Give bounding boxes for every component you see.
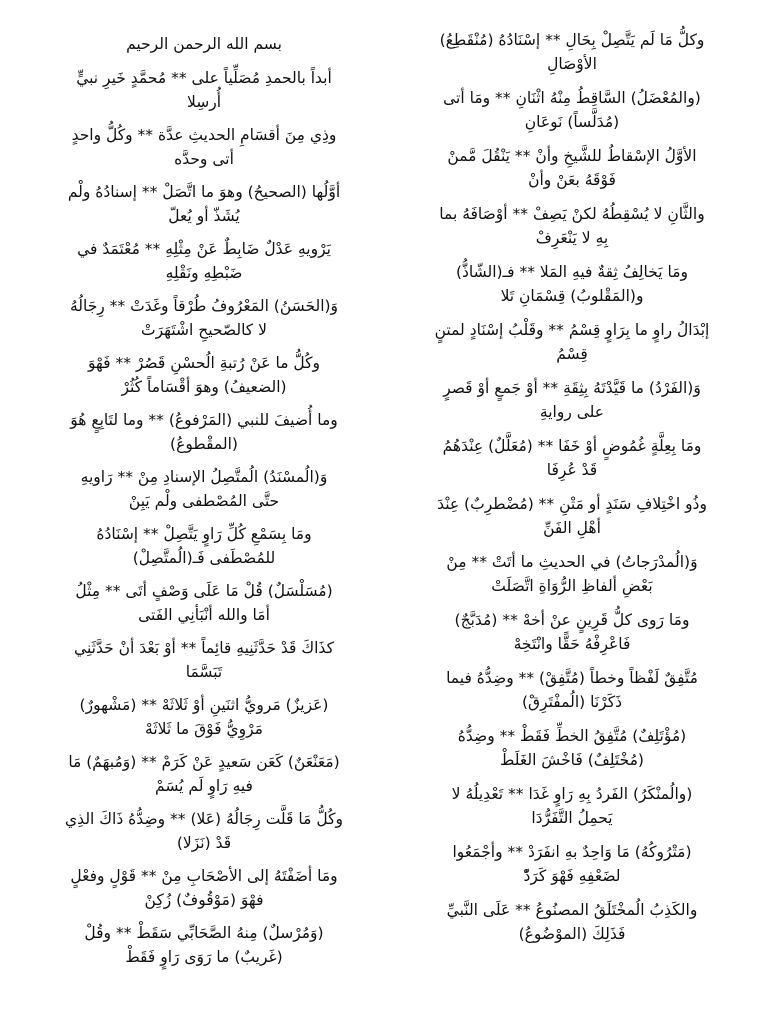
verse-line-first: ومَا رَوى كلُّ قَرِينٍ عنْ أخهْ ** (مُدَبَّجٌ) bbox=[454, 611, 690, 629]
left-column bbox=[36, 28, 372, 978]
verse bbox=[36, 693, 372, 741]
verse bbox=[404, 318, 740, 366]
verse-line-second: مَرْوِيُّ فَوْقَ ما ثَلاثَهْ bbox=[145, 720, 263, 738]
verse-line-second: للمُصْطَفى فَـ(الُمتَّصِلْ) bbox=[132, 549, 276, 567]
verse-line-second: أمَا والله أنْبَأنِي الفَتى bbox=[138, 606, 270, 624]
verse-line-first: ومَا أضَفْتَهُ إلى الأصْحَابِ مِنْ ** قَوْلٍ وفعْلٍ bbox=[70, 867, 338, 885]
verse-line-first: وما أُضيفَ للنبي (المَرْفوعُ) ** وما لتَابِعٍ هُوَ bbox=[70, 411, 338, 429]
verse-line-second: فيهِ رَاوٍ لَم يُسَمْ bbox=[155, 777, 253, 795]
verse bbox=[404, 550, 740, 598]
verse-line-second: أهْلِ الفَنِّ bbox=[543, 519, 601, 537]
verse-line-first: أوَّلُها (الصحيحُ) وهوَ ما اتَّصَلْ ** إسنادُهُ ولْم bbox=[67, 183, 341, 201]
verse-line-second: قَدْ (نَزَلا) bbox=[176, 834, 232, 852]
verse-line-second: ضَبْطِهِ ونَقْلِهِ bbox=[165, 264, 243, 282]
verse-line-first: (مُسَلْسَلٌ) قُلْ مَا عَلَى وَصْفٍ أتَى ** مِثْلُ bbox=[75, 582, 333, 600]
verse bbox=[404, 492, 740, 540]
verse-line-first: (مَعَنْعَنٌ) كَعَن سَعيدٍ عَنْ كَرَمْ ** (وَمُبهَمٌ) مَا bbox=[68, 753, 340, 771]
right-column bbox=[404, 28, 740, 956]
verse-line-first: وذُو اخْتِلافِ سَنَدٍ أو مَتْنِ ** (مُضْطرِبٌ) عِنْدَ bbox=[437, 495, 707, 513]
verse-line-first: وَ(الحَسَنُ) المَعْرُوفُ طُرْقاً وغَدَتْ ** رِجَالُهُ bbox=[69, 297, 339, 315]
verse-line-first: ومَا يَخالِفُ ثِقةٌ فيهِ المَلا ** فـ(الشّاذُّ) bbox=[455, 263, 688, 281]
verse bbox=[36, 636, 372, 684]
verse-line-first: (والمُعْضَلُ) السَّاقِطُ مِنْهُ اثْنَانِ ** ومَا أتى bbox=[443, 89, 701, 107]
verse-line-second: على روايةِ bbox=[539, 403, 605, 421]
verse-line-second: يُشَذّ أو يُعلّ bbox=[168, 207, 240, 225]
verse-line-first: وَ(الفَرْدُ) ما قَيَّدْتَهُ بِثِقَةِ ** أوْ جَمعٍ أوْ قَصرٍ bbox=[443, 379, 701, 397]
verse-line-second: فهْوَ (مَوْقُوفٌ) زُكِنْ bbox=[144, 891, 264, 909]
verse-line-second: لضَعْفِهِ فَهْوَ كَرَدّْ bbox=[523, 867, 621, 885]
basmala-title: بسم الله الرحمن الرحيم bbox=[126, 35, 282, 53]
verse-line-first: وَ(الُمدْرَجاتُ) في الحديثِ ما أتَتْ ** مِنْ bbox=[446, 553, 698, 571]
verse-line-first: ومَا بِعِلَّةٍ غُمُوضٍ أوْ خَفَا ** (مُعَلَّلٌ) عِنْدَهُمُ bbox=[442, 437, 702, 455]
verse-line-first: كذَاكَ قَدْ حَدَّثَنِيهِ قائِماً ** أوْ بَعْدَ أنْ حَدَّثَنِي bbox=[74, 639, 334, 657]
verse bbox=[36, 351, 372, 399]
verse bbox=[404, 608, 740, 656]
verse bbox=[404, 782, 740, 830]
verse bbox=[404, 724, 740, 772]
verse bbox=[36, 579, 372, 627]
verse bbox=[36, 180, 372, 228]
verse-line-first: إبْدَالُ راوٍ ما بِرَاوٍ قِسْمُ ** وقَلْبُ إسْنَادٍ لمتنٍ bbox=[434, 321, 710, 339]
verse-line-first: (مَتْرُوكُهُ) مَا وَاحِدٌ بهِ انفَرَدْ ** وأجْمَعُوا bbox=[452, 843, 692, 861]
verse-line-first: وكُلُّ ما عَنْ رُتبةِ الُحسْنِ قَصُرْ ** فَهْوَ bbox=[87, 354, 321, 372]
verse bbox=[404, 898, 740, 946]
verse-line-first: (مُؤْتَلِفٌ) مُتَّفِقُ الخطِّ فَقَطْ ** وضِدُّهُ bbox=[457, 727, 687, 745]
verse bbox=[404, 28, 740, 76]
verse-line-second: الأوْصَالِ bbox=[547, 55, 597, 73]
verse-line-second: ذَكَرْنَا (الُمفْتَرِقْ) bbox=[522, 693, 622, 711]
verse-line-first: (عَزيزٌ) مَرويُّ اثنَينِ أوْ ثَلاثَهْ ** (مَشْهورٌ) bbox=[79, 696, 329, 714]
verse-line-first: ومَا بِسَمْعِ كُلِّ رَاوٍ يَتَّصِلْ ** إسْنَادُهُ bbox=[96, 525, 312, 543]
verse bbox=[36, 921, 372, 969]
verse bbox=[36, 807, 372, 855]
verse bbox=[404, 202, 740, 250]
verse-line-second: فَاعْرِفْهُ حَقًّا وانْتَخِهْ bbox=[513, 635, 631, 653]
verse-line-second: قِسْمُ bbox=[556, 345, 588, 363]
verse-line-second: بِهِ لا يَنْعَرِفْ bbox=[535, 229, 609, 247]
verse bbox=[404, 260, 740, 308]
verse-line-first: (وَمُرْسلٌ) مِنهُ الصَّحَابِّي سَقَطْ ** وقُلْ bbox=[84, 924, 324, 942]
verse-line-first: مُتَّفِقٌ لَفْظاً وخطاً (مُتَّفِقْ) ** وضِدُّهُ فيما bbox=[446, 669, 698, 687]
verse bbox=[404, 376, 740, 424]
verse-line-first: الأوَّلُ الإسْقاطُ للشَّيخِ وأنْ ** يَنْقُلَ مَّمنْ bbox=[447, 147, 697, 165]
verse-line-first: وكُلُّ مَا قَلَّت رِجَالُهُ (عَلا) ** وضِدُّهُ ذَاكَ الذِي bbox=[65, 810, 343, 828]
verse-line-second: (الضعيفُ) وهوَ أقْسَاماً كُثُرْ bbox=[121, 378, 287, 396]
verse-line-first: والثَّانِ لا يُسْقِطُهُ لكنْ يَصِفْ ** أوْصَافَهُ بما bbox=[439, 205, 705, 223]
verse bbox=[404, 840, 740, 888]
verse-line-second: يَحمِلُ التَّفَرُّدَا bbox=[531, 809, 613, 827]
verse-line-second: (مُخْتَلِفٌ) فَاخْشَ الغَلَطْ bbox=[500, 751, 644, 769]
verse bbox=[404, 86, 740, 134]
verse-line-first: يَرْويهِ عَدْلٌ ضَابِطٌ عَنْ مِثْلِهِ ** مُعْتَمَدٌ في bbox=[77, 240, 331, 258]
verse-line-first: (والُمنْكَرُ) الفَردُ بِهِ رَاوٍ غَدَا ** تَعْدِيلُهُ لا bbox=[451, 785, 693, 803]
verse-line-second: (غَريبٌ) ما رَوَى رَاوٍ فَقَطْ bbox=[125, 948, 283, 966]
verse bbox=[36, 522, 372, 570]
verse bbox=[36, 123, 372, 171]
verse-line-first: وكلُّ مَا لَم يَتَّصِلْ بِحَالِ ** إسْنَادُهُ (مُنْقَطِعُ) bbox=[439, 31, 705, 49]
verse-line-second: و(المَقْلوبُ) قِسْمَانِ تَلا bbox=[500, 287, 644, 305]
verse-line-second: (مُدَلَّساً) نَوعَانِ bbox=[524, 113, 620, 131]
verse bbox=[36, 237, 372, 285]
verse bbox=[36, 750, 372, 798]
verse-line-first: والكَذِبُ الُمخْتَلَقُ المصنُوعُ ** عَلَى النَّبيِّ bbox=[446, 901, 698, 919]
verse-line-second: لا كالصّحيحِ اشْتَهَرَتْ bbox=[141, 321, 267, 339]
verse-line-second: (المقْطوعُ) bbox=[170, 435, 238, 453]
verse-line-first: أبداً بالحمدِ مُصَلِّياً على ** مُحمَّدٍ خَيرِ نبيٍّ bbox=[76, 69, 332, 87]
verse-line-second: حتَّى المُصْطفى ولْم يَبِنْ bbox=[128, 492, 280, 510]
verse bbox=[36, 864, 372, 912]
verse bbox=[36, 465, 372, 513]
verse bbox=[404, 144, 740, 192]
verse-line-second: بَعْضِ ألفاظِ الرُّوَاةِ اتَّصَلَتْ bbox=[491, 577, 653, 595]
verse-line-first: وذِي مِنَ أقسَامِ الحديثِ عدَّة ** وكُلُّ واحدٍ bbox=[71, 126, 337, 144]
verse-line-second: فَذَلِكَ (الموْضُوعُ) bbox=[518, 925, 626, 943]
verse-line-second: تَبَسَّمَا bbox=[185, 663, 223, 681]
verse-line-second: أُرسِلا bbox=[186, 93, 222, 111]
verse bbox=[36, 294, 372, 342]
verse bbox=[404, 666, 740, 714]
verse-line-second: قَدْ عُرِفَا bbox=[546, 461, 598, 479]
verse bbox=[36, 408, 372, 456]
verse bbox=[36, 66, 372, 114]
verse-line-second: فَوْقَهُ بعَنْ وأنْ bbox=[528, 171, 616, 189]
verse-line-first: وَ(الُمسْنَدُ) الُمتَّصِلُ الإسنادِ مِنْ ** رَاويهِ bbox=[80, 468, 328, 486]
verse-line-second: أتى وحدَّه bbox=[174, 150, 234, 168]
verse bbox=[404, 434, 740, 482]
